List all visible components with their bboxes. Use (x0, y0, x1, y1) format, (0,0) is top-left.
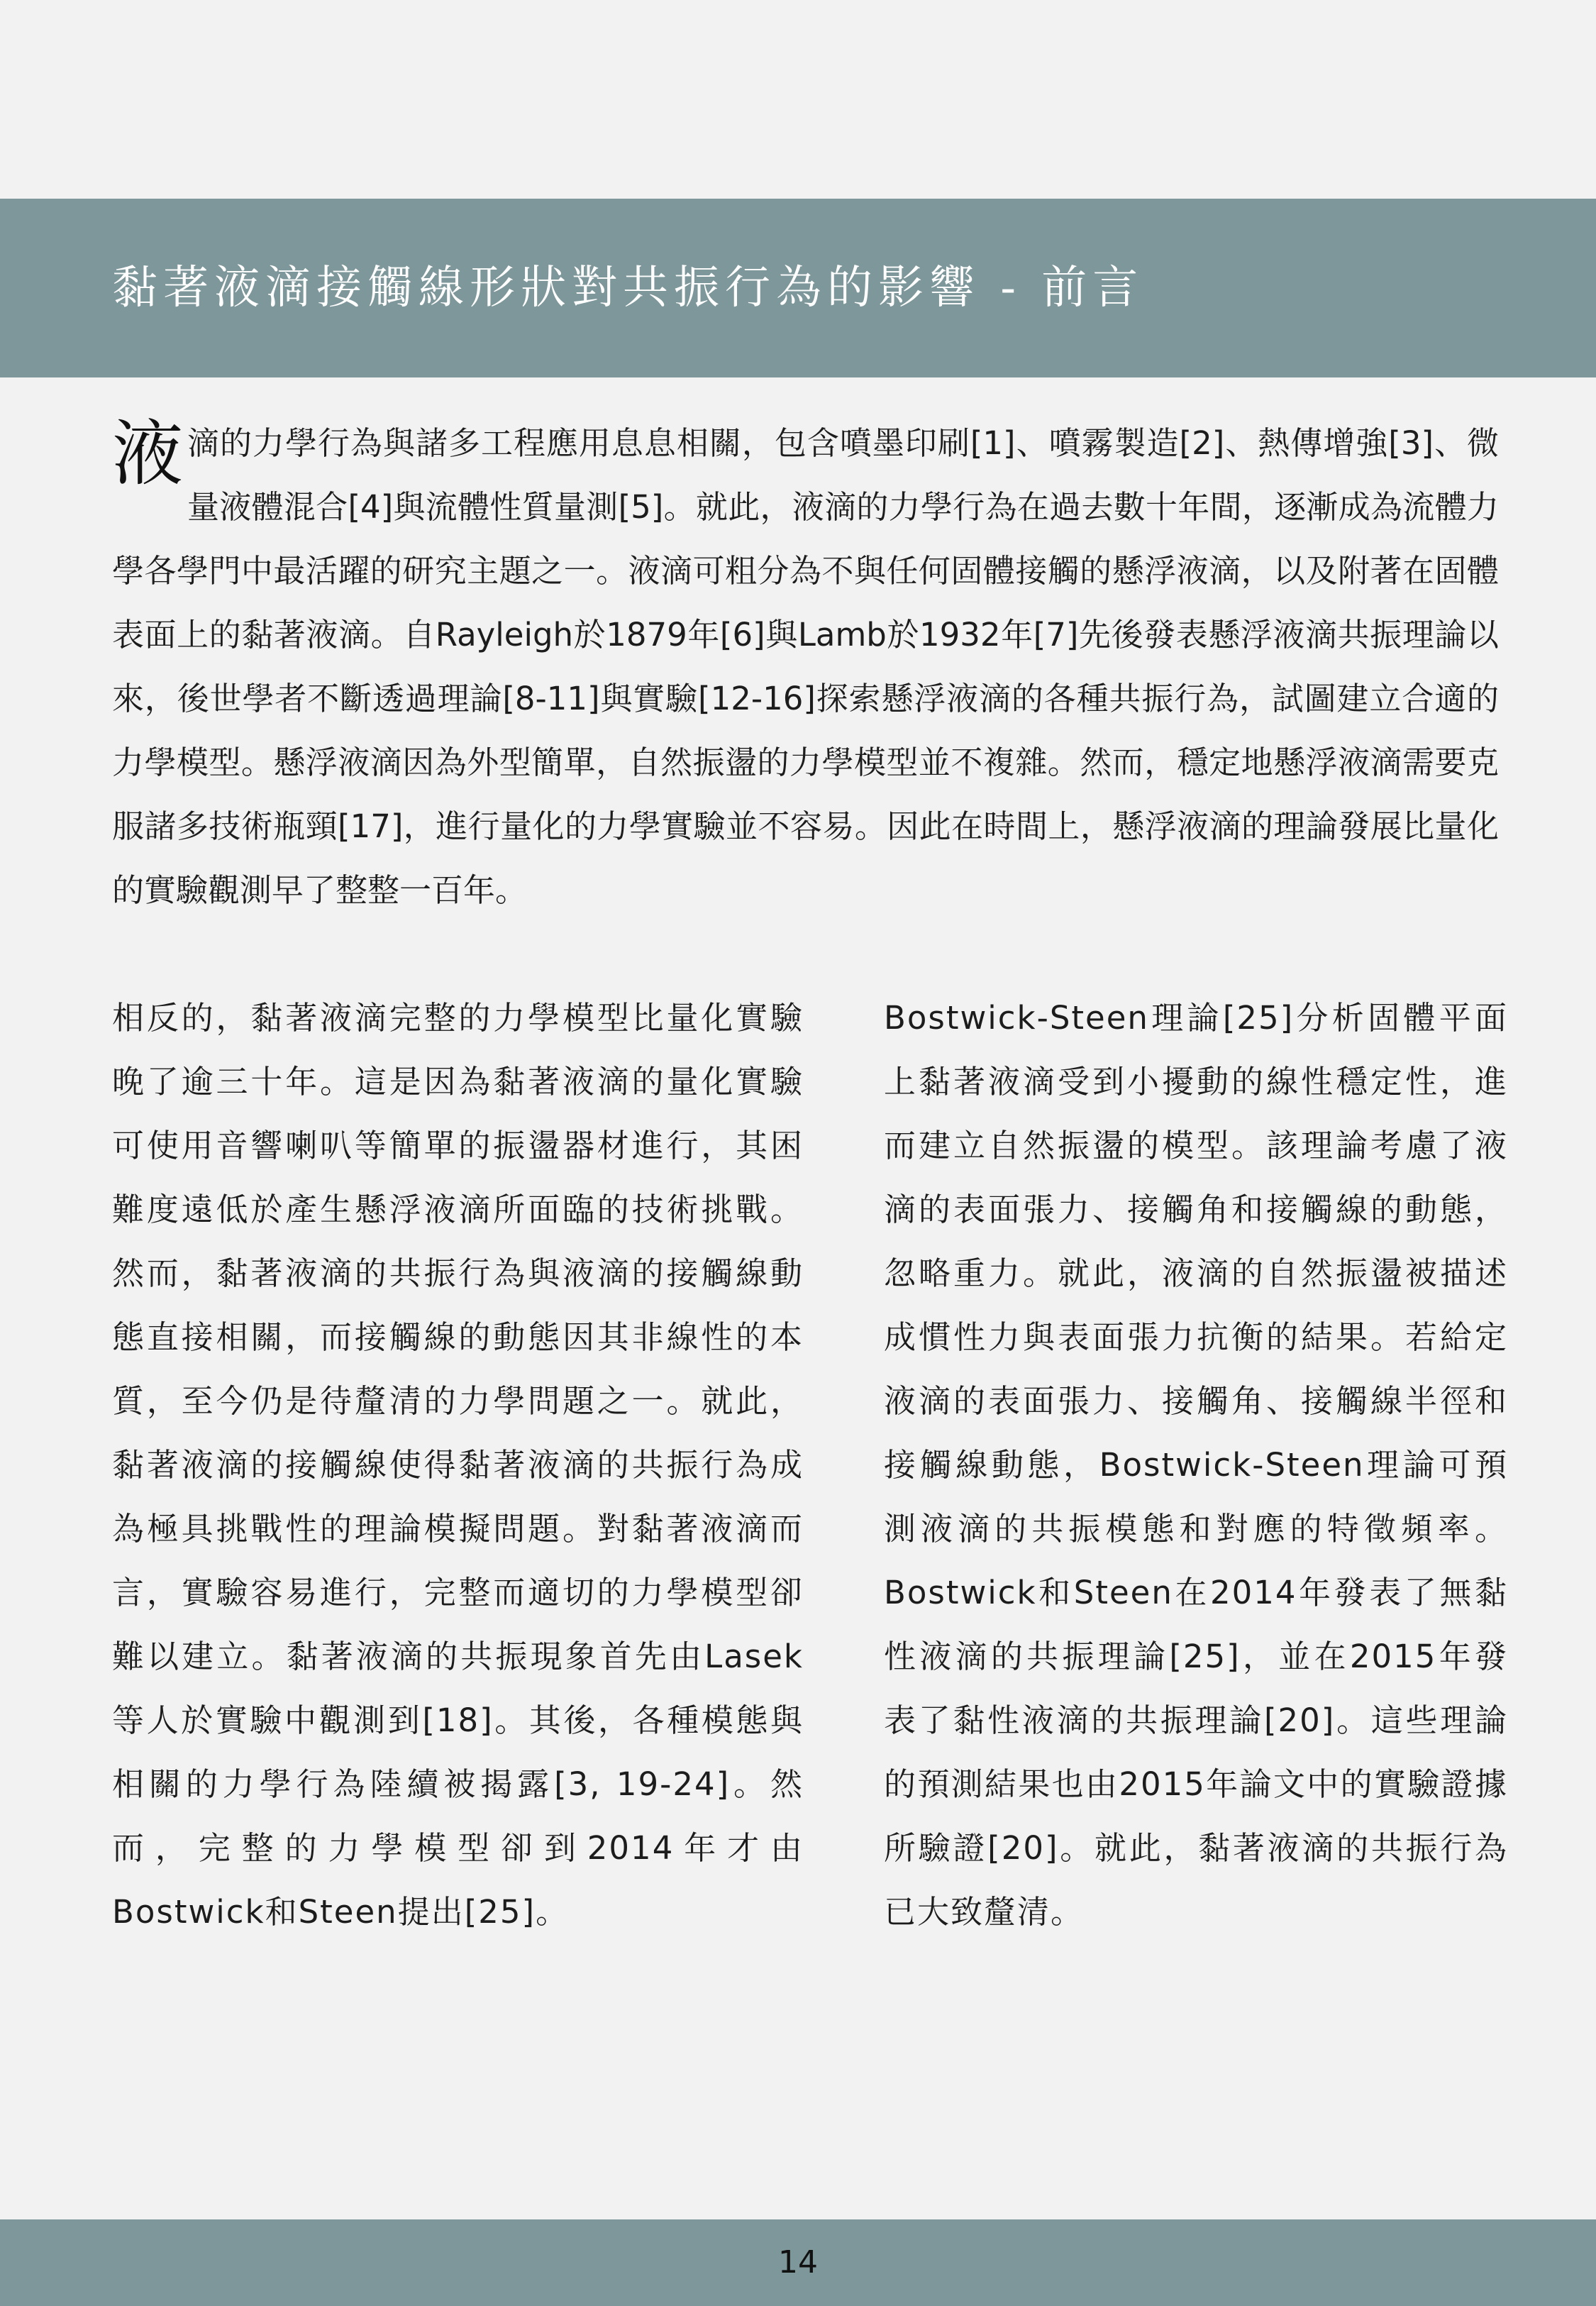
lead-text: 滴的力學行為與諸多工程應用息息相關，包含噴墨印刷[1]、噴霧製造[2]、熱傳增強[3]、微量液體混合[4]與流體性質量測[5]。就此，液滴的力學行為在過去數十年間，逐漸成為流體力學各學門中最活躍的研究主題之一。液滴可粗分為不與任何固體接觸的懸浮液滴，以及附著在固體表面上的黏著液滴。自Rayleigh於1879年[6]與Lamb於1932年[7]先後發表懸浮液滴共振理論以來，後世學者不斷透過理論[8-11]與實驗[12-16]探索懸浮液滴的各種共振行為，試圖建立合適的力學模型。懸浮液滴因為外型簡單，自然振盪的力學模型並不複雜。然而，穩定地懸浮液滴需要克服諸多技術瓶頸[17]，進行量化的力學實驗並不容易。因此在時間上，懸浮液滴的理論發展比量化的實驗觀測早了整整一百年。 (112, 424, 1499, 909)
footer-band (0, 2219, 1596, 2306)
right-column-paragraph: Bostwick-Steen理論[25]分析固體平面上黏著液滴受到小擾動的線性穩定性，進而建立自然振盪的模型。該理論考慮了液滴的表面張力、接觸角和接觸線的動態，忽略重力。就此，液滴的自然振盪被描述成慣性力與表面張力抗衡的結果。若給定液滴的表面張力、接觸角、接觸線半徑和接觸線動態，Bostwick-Steen理論可預測液滴的共振模態和對應的特徵頻率。Bostwick和Steen在2014年發表了無黏性液滴的共振理論[25]，並在2015年發表了黏性液滴的共振理論[20]。這些理論的預測結果也由2015年論文中的實驗證據所驗證[20]。就此，黏著液滴的共振行為已大致釐清。 (884, 999, 1508, 1931)
drop-cap: 液 (112, 412, 183, 495)
page-title: 黏著液滴接觸線形狀對共振行為的影響 - 前言 (112, 262, 1144, 314)
left-column-paragraph: 相反的，黏著液滴完整的力學模型比量化實驗晚了逾三十年。這是因為黏著液滴的量化實驗可使用音響喇叭等簡單的振盪器材進行，其困難度遠低於產生懸浮液滴所面臨的技術挑戰。然而，黏著液滴的共振行為與液滴的接觸線動態直接相關，而接觸線的動態因其非線性的本質，至今仍是待釐清的力學問題之一。就此，黏著液滴的接觸線使得黏著液滴的共振行為成為極具挑戰性的理論模擬問題。對黏著液滴而言，實驗容易進行，完整而適切的力學模型卻難以建立。黏著液滴的共振現象首先由Lasek等人於實驗中觀測到[18]。其後，各種模態與相關的力學行為陸續被揭露[3, 19-24]。然而，完整的力學模型卻到2014年才由Bostwick和Steen提出[25]。 (112, 999, 804, 1931)
title-band (0, 199, 1596, 377)
lead-paragraph (112, 412, 1499, 922)
page-number: 14 (778, 2244, 818, 2280)
